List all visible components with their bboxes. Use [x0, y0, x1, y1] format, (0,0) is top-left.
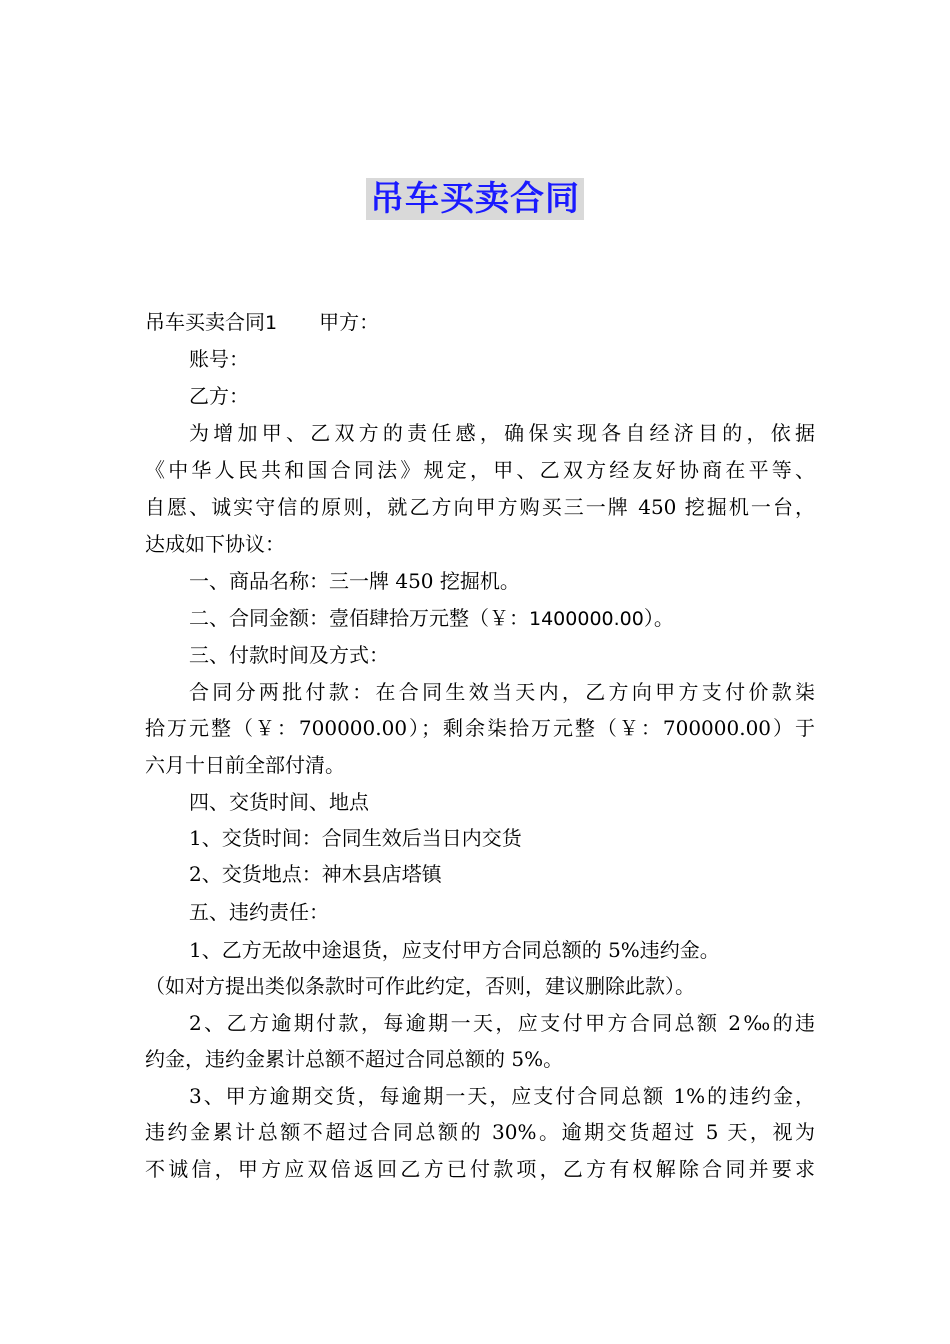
breach-3-line-1: 3、甲方逾期交货，每逾期一天，应支付合同总额 1%的违约金，	[189, 1084, 815, 1108]
delivery-place: 2、交货地点：神木县店塔镇	[189, 862, 442, 886]
item-2-contract-amount	[189, 602, 674, 634]
item-4-delivery-heading: 四、交货时间、地点	[189, 790, 369, 814]
breach-3-line-3: 不诚信，甲方应双倍返回乙方已付款项，乙方有权解除合同并要求	[145, 1157, 815, 1181]
breach-1-line-2: （如对方提出类似条款时可作此约定，否则，建议删除此款）。	[145, 974, 695, 998]
delivery-time: 1、交货时间：合同生效后当日内交货	[189, 826, 522, 850]
payment-line-3: 六月十日前全部付清。	[145, 753, 345, 777]
item-5-breach-heading: 五、违约责任：	[189, 900, 329, 924]
breach-3-line-2: 违约金累计总额不超过合同总额的 30%。逾期交货超过 5 天，视为	[145, 1120, 815, 1144]
intro-line-3: 自愿、诚实守信的原则，就乙方向甲方购买三一牌 450 挖掘机一台，	[145, 495, 815, 519]
amount-suffix: ）。	[643, 606, 674, 630]
payment-line-2: 拾万元整（￥：700000.00）；剩余柒拾万元整（￥：700000.00）于	[145, 716, 815, 740]
contract-number: 1	[265, 312, 278, 334]
intro-line-2: 《中华人民共和国合同法》规定，甲、乙双方经友好协商在平等、	[145, 458, 815, 482]
item-1-product-name: 一、商品名称：三一牌 450 挖掘机。	[189, 569, 520, 593]
intro-line-1: 为增加甲、乙双方的责任感，确保实现各自经济目的，依据	[189, 421, 815, 445]
breach-2-line-2: 约金，违约金累计总额不超过合同总额的 5%。	[145, 1047, 564, 1071]
title-container	[0, 178, 950, 220]
amount-value: 1400000.00	[529, 608, 644, 630]
document-title: 吊车买卖合同	[366, 178, 584, 220]
amount-prefix: 二、合同金额：壹佰肆拾万元整（￥：	[189, 606, 529, 630]
account-label: 账号：	[189, 347, 249, 371]
contract-name: 吊车买卖合同	[145, 310, 265, 334]
breach-1-line-1: 1、乙方无故中途退货，应支付甲方合同总额的 5%违约金。	[189, 938, 720, 962]
item-3-payment-heading: 三、付款时间及方式：	[189, 643, 389, 667]
party-b-label: 乙方：	[189, 384, 249, 408]
heading-line	[145, 306, 379, 338]
party-a-label: 甲方：	[319, 310, 380, 334]
payment-line-1: 合同分两批付款：在合同生效当天内，乙方向甲方支付价款柒	[189, 680, 815, 704]
breach-2-line-1: 2、乙方逾期付款，每逾期一天，应支付甲方合同总额 2‰的违	[189, 1011, 815, 1035]
intro-line-4: 达成如下协议：	[145, 532, 285, 556]
